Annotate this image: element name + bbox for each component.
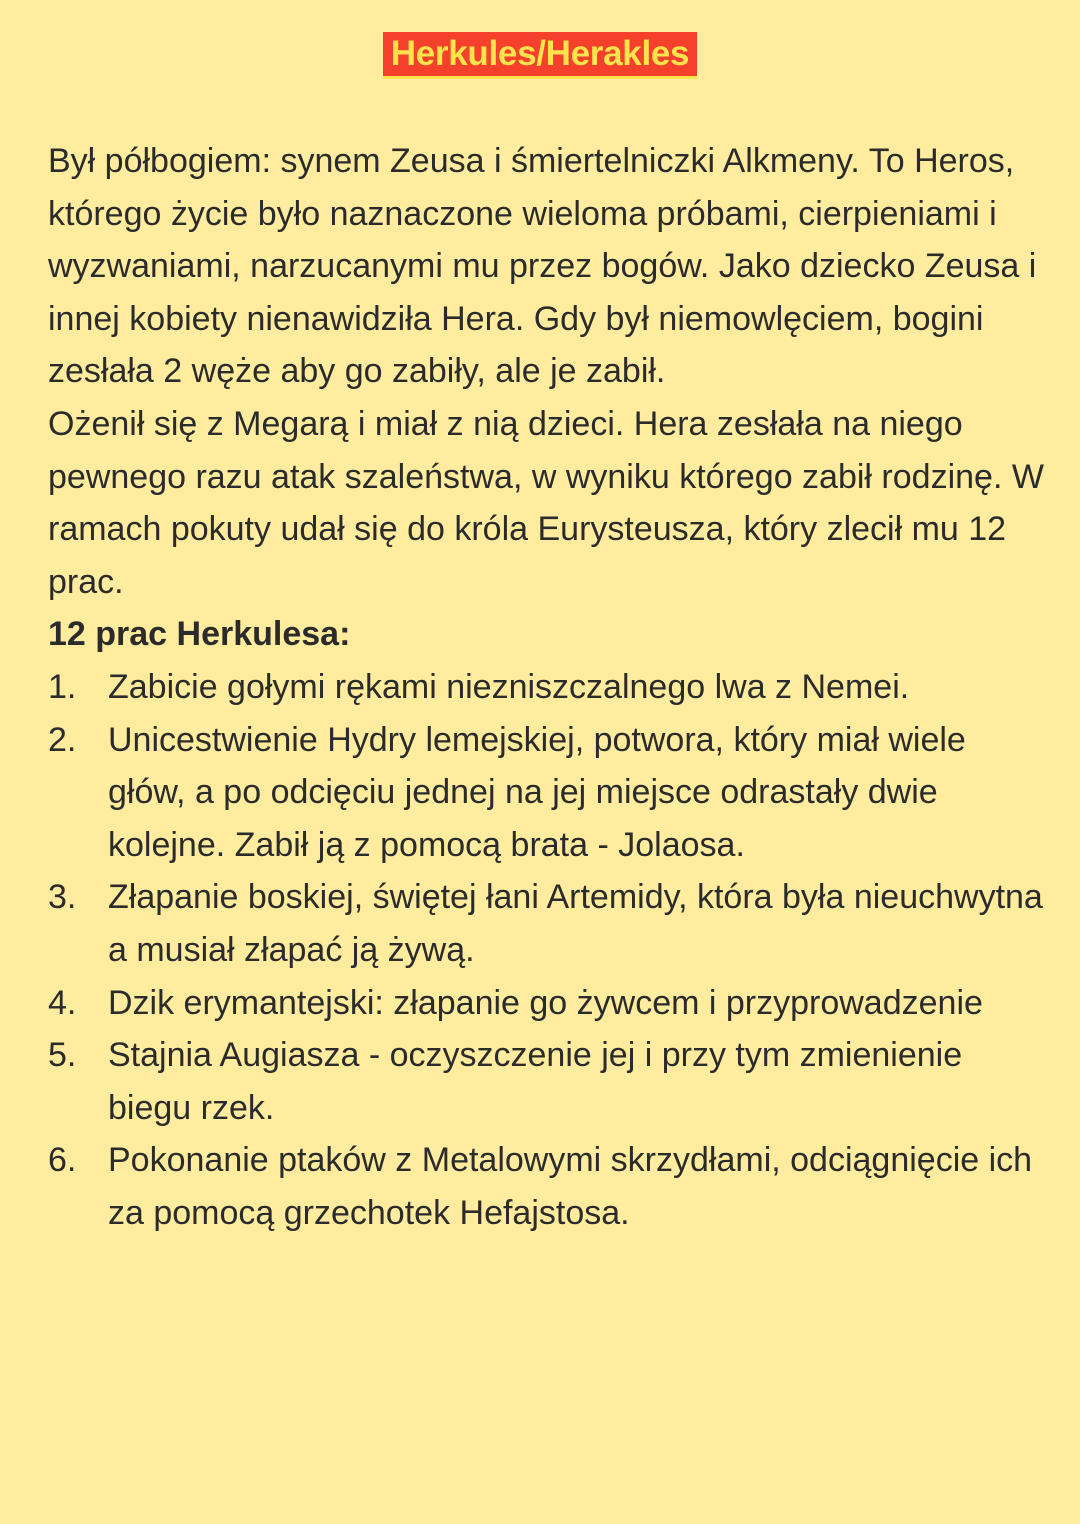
- list-item-number: 5.: [48, 1036, 77, 1075]
- list-item: [48, 1134, 1048, 1239]
- list-item: [48, 714, 1048, 872]
- labours-list: [48, 661, 1048, 1240]
- list-item-text: Stajnia Augiasza - oczyszczenie jej i przy tym zmienienie biegu rzek.: [108, 1036, 963, 1127]
- paragraph-marriage: Ożenił się z Megarą i miał z nią dzieci. Hera zesłała na niego pewnego razu atak szaleństwa, w wyniku którego zabił rodzinę. W ramach pokuty udał się do króla Eurysteusza, który zlecił mu 12 prac.: [48, 404, 1044, 601]
- title-container: [0, 32, 1080, 79]
- list-item-text: Unicestwienie Hydry lemejskiej, potwora, który miał wiele głów, a po odcięciu jednej na jej miejsce odrastały dwie kolejne. Zabił ją z pomocą brata - Jolaosa.: [108, 720, 966, 864]
- list-item: [48, 871, 1048, 976]
- list-item-number: 1.: [48, 667, 77, 706]
- list-item-text: Pokonanie ptaków z Metalowymi skrzydłami, odciągnięcie ich za pomocą grzechotek Hefajstosa.: [108, 1141, 1033, 1232]
- list-item-text: Złapanie boskiej, świętej łani Artemidy, która była nieuchwytna a musiał złapać ją żywą.: [108, 878, 1043, 969]
- page-title: Herkules/Herakles: [383, 32, 697, 79]
- list-item: [48, 1029, 1048, 1134]
- list-item: [48, 977, 1048, 1030]
- list-item-number: 2.: [48, 720, 77, 759]
- list-item-number: 4.: [48, 983, 77, 1022]
- list-item-number: 6.: [48, 1141, 77, 1180]
- list-item: [48, 661, 1048, 714]
- document-body: [48, 135, 1048, 1239]
- list-item-text: Dzik erymantejski: złapanie go żywcem i przyprowadzenie: [108, 983, 983, 1022]
- list-item-number: 3.: [48, 878, 77, 917]
- list-item-text: Zabicie gołymi rękami niezniszczalnego lwa z Nemei.: [108, 667, 910, 706]
- paragraph-intro: Był półbogiem: synem Zeusa i śmiertelniczki Alkmeny. To Heros, którego życie było naznaczone wieloma próbami, cierpieniami i wyzwaniami, narzucanymi mu przez bogów. Jako dziecko Zeusa i innej kobiety nienawidziła Hera. Gdy był niemowlęciem, bogini zesłała 2 węże aby go zabiły, ale je zabił.: [48, 142, 1037, 391]
- labours-heading: 12 prac Herkulesa:: [48, 615, 351, 654]
